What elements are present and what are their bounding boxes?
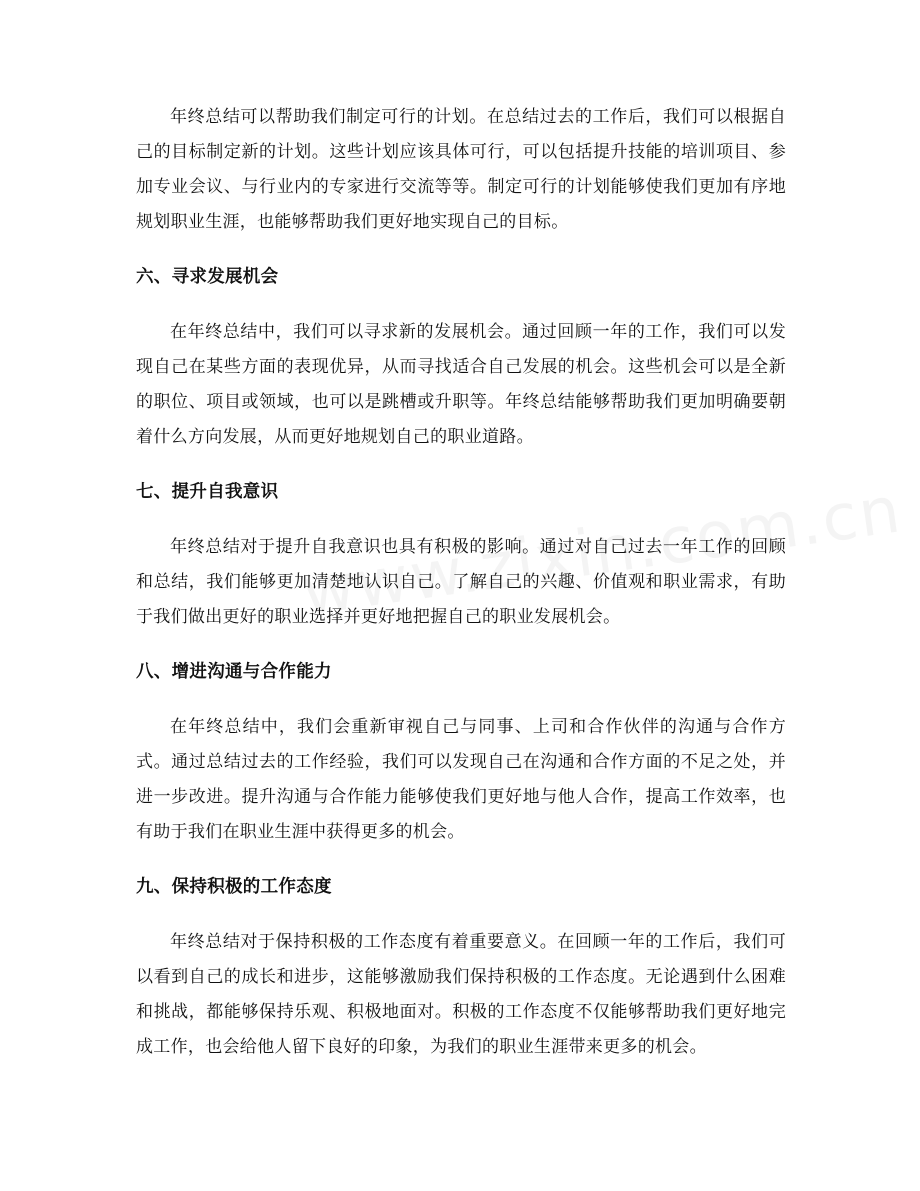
- section-heading-9: 九、保持积极的工作态度: [136, 877, 332, 897]
- document-body: [136, 100, 786, 1065]
- section-paragraph-7: 年终总结对于提升自我意识也具有积极的影响。通过对自己过去一年工作的回顾和总结，我们能够更加清楚地认识自己。了解自己的兴趣、价值观和职业需求，有助于我们做出更好的职业选择并更好地把握自己的职业发展机会。: [136, 537, 786, 627]
- section-paragraph-8: 在年终总结中，我们会重新审视自己与同事、上司和合作伙伴的沟通与合作方式。通过总结过去的工作经验，我们可以发现自己在沟通和合作方面的不足之处，并进一步改进。提升沟通与合作能力能够使我们更好地与他人合作，提高工作效率，也有助于我们在职业生涯中获得更多的机会。: [136, 717, 786, 842]
- intro-paragraph: 年终总结可以帮助我们制定可行的计划。在总结过去的工作后，我们可以根据自己的目标制定新的计划。这些计划应该具体可行，可以包括提升技能的培训项目、参加专业会议、与行业内的专家进行交流等等。制定可行的计划能够使我们更加有序地规划职业生涯，也能够帮助我们更好地实现自己的目标。: [136, 107, 786, 232]
- section-paragraph-9: 年终总结对于保持积极的工作态度有着重要意义。在回顾一年的工作后，我们可以看到自己的成长和进步，这能够激励我们保持积极的工作态度。无论遇到什么困难和挑战，都能够保持乐观、积极地面对。积极的工作态度不仅能够帮助我们更好地完成工作，也会给他人留下良好的印象，为我们的职业生涯带来更多的机会。: [136, 932, 786, 1057]
- section-paragraph-6: 在年终总结中，我们可以寻求新的发展机会。通过回顾一年的工作，我们可以发现自己在某些方面的表现优异，从而寻找适合自己发展的机会。这些机会可以是全新的职位、项目或领域，也可以是跳槽或升职等。年终总结能够帮助我们更加明确要朝着什么方向发展，从而更好地规划自己的职业道路。: [136, 322, 786, 447]
- section-heading-6: 六、寻求发展机会: [136, 267, 279, 287]
- section-heading-7: 七、提升自我意识: [136, 482, 279, 502]
- section-heading-8: 八、增进沟通与合作能力: [136, 662, 332, 682]
